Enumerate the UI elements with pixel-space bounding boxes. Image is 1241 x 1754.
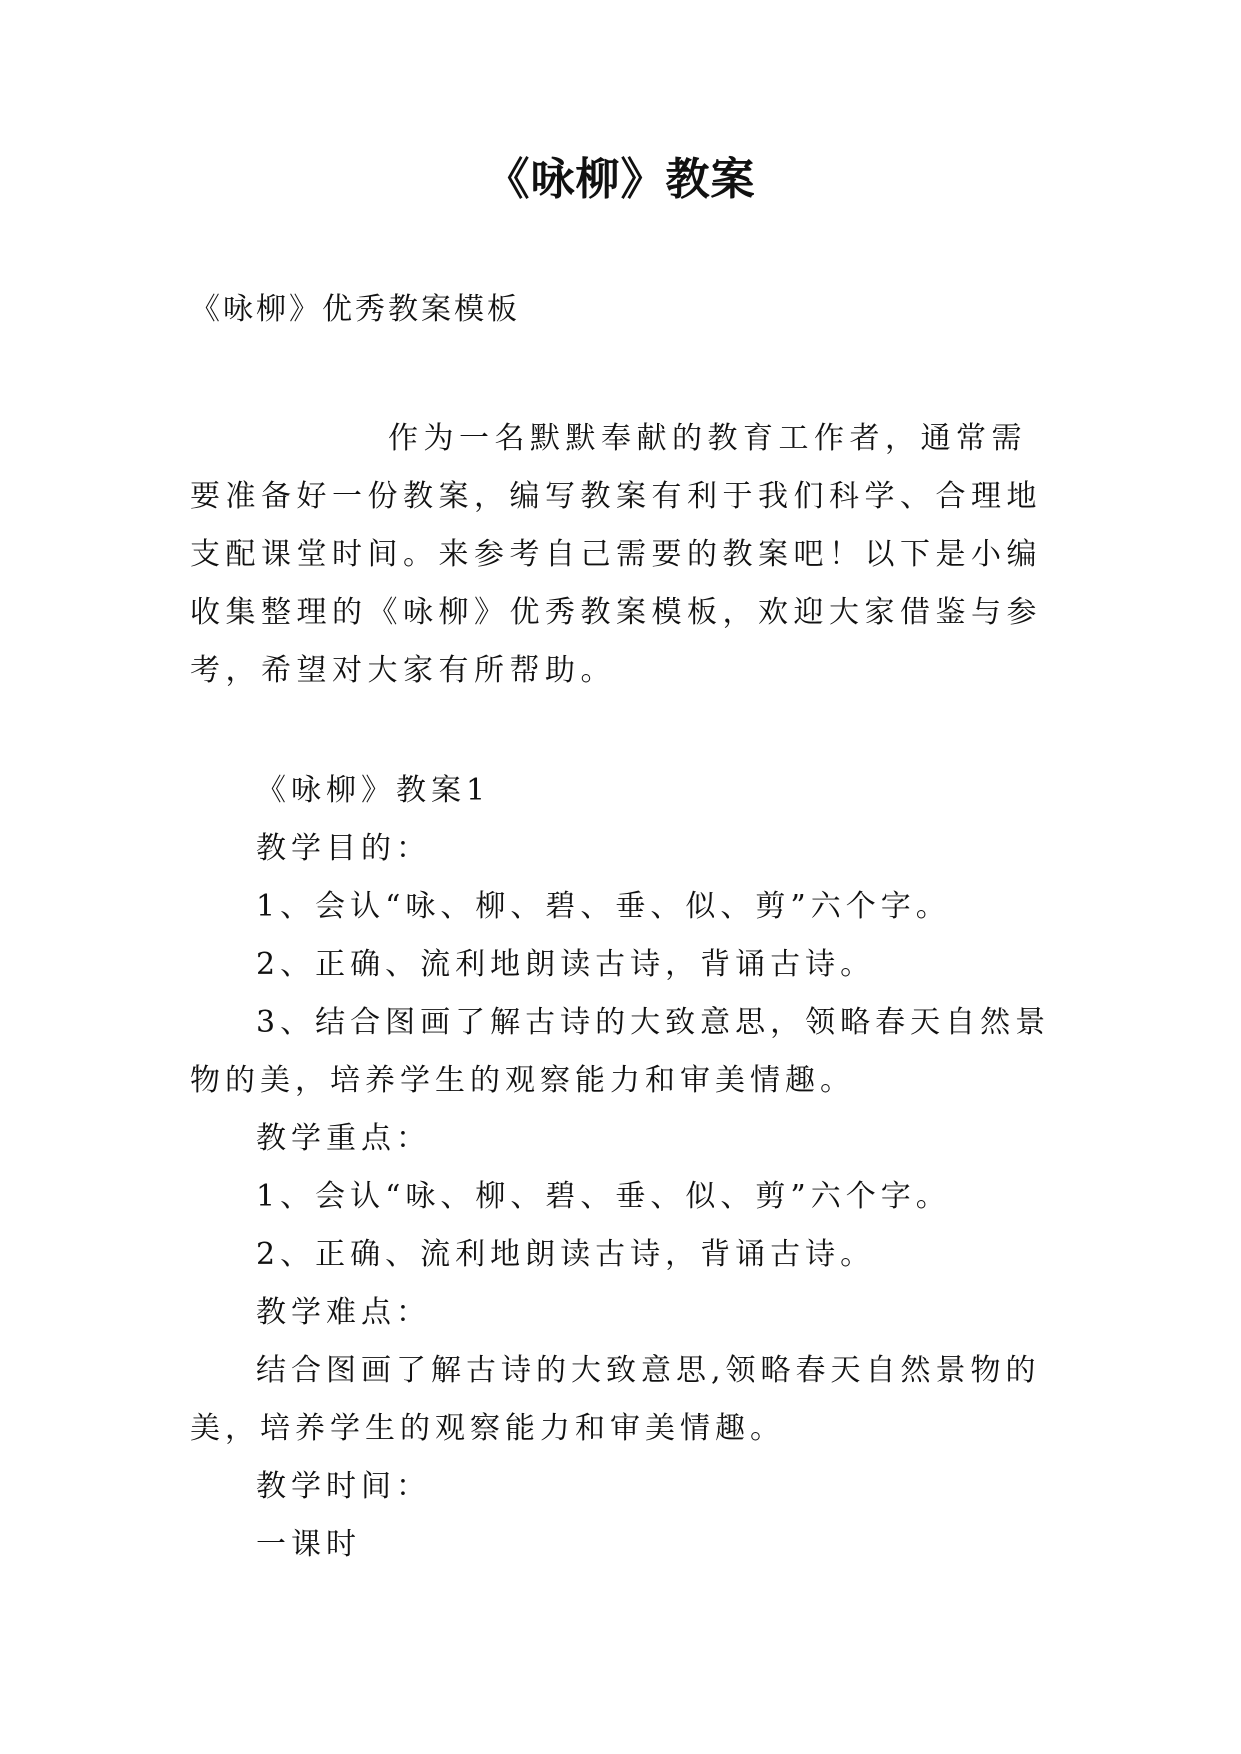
heading-teaching-difficulty: 教学难点： — [256, 1295, 431, 1330]
objective-item-1: 1、会认“咏、柳、碧、垂、似、剪”六个字。 — [256, 889, 951, 924]
objective-item-3: 3、结合图画了解古诗的大致意思，领略春天自然景物的美，培养学生的观察能力和审美情趣。 — [190, 1005, 1051, 1098]
lesson-plan-body — [190, 762, 1052, 1574]
focus-item-2: 2、正确、流利地朗读古诗，背诵古诗。 — [256, 1237, 876, 1272]
objective-item-2: 2、正确、流利地朗读古诗，背诵古诗。 — [256, 947, 876, 982]
heading-teaching-focus: 教学重点： — [256, 1121, 431, 1156]
heading-teaching-objectives: 教学目的： — [256, 831, 431, 866]
document-subtitle: 《咏柳》优秀教案模板 — [190, 292, 520, 327]
section-heading-lesson-1: 《咏柳》教案1 — [256, 773, 491, 808]
document-title: 《咏柳》教案 — [485, 154, 756, 205]
heading-teaching-time: 教学时间： — [256, 1469, 431, 1504]
difficulty-text: 结合图画了解古诗的大致意思,领略春天自然景物的美，培养学生的观察能力和审美情趣。 — [190, 1353, 1041, 1446]
intro-paragraph: 作为一名默默奉献的教育工作者，通常需要准备好一份教案，编写教案有利于我们科学、合理地支配课堂时间。来参考自己需要的教案吧！以下是小编收集整理的《咏柳》优秀教案模板，欢迎大家借鉴与参考，希望对大家有所帮助。 — [190, 421, 1042, 688]
focus-item-1: 1、会认“咏、柳、碧、垂、似、剪”六个字。 — [256, 1179, 951, 1214]
teaching-time-value: 一课时 — [256, 1527, 361, 1562]
